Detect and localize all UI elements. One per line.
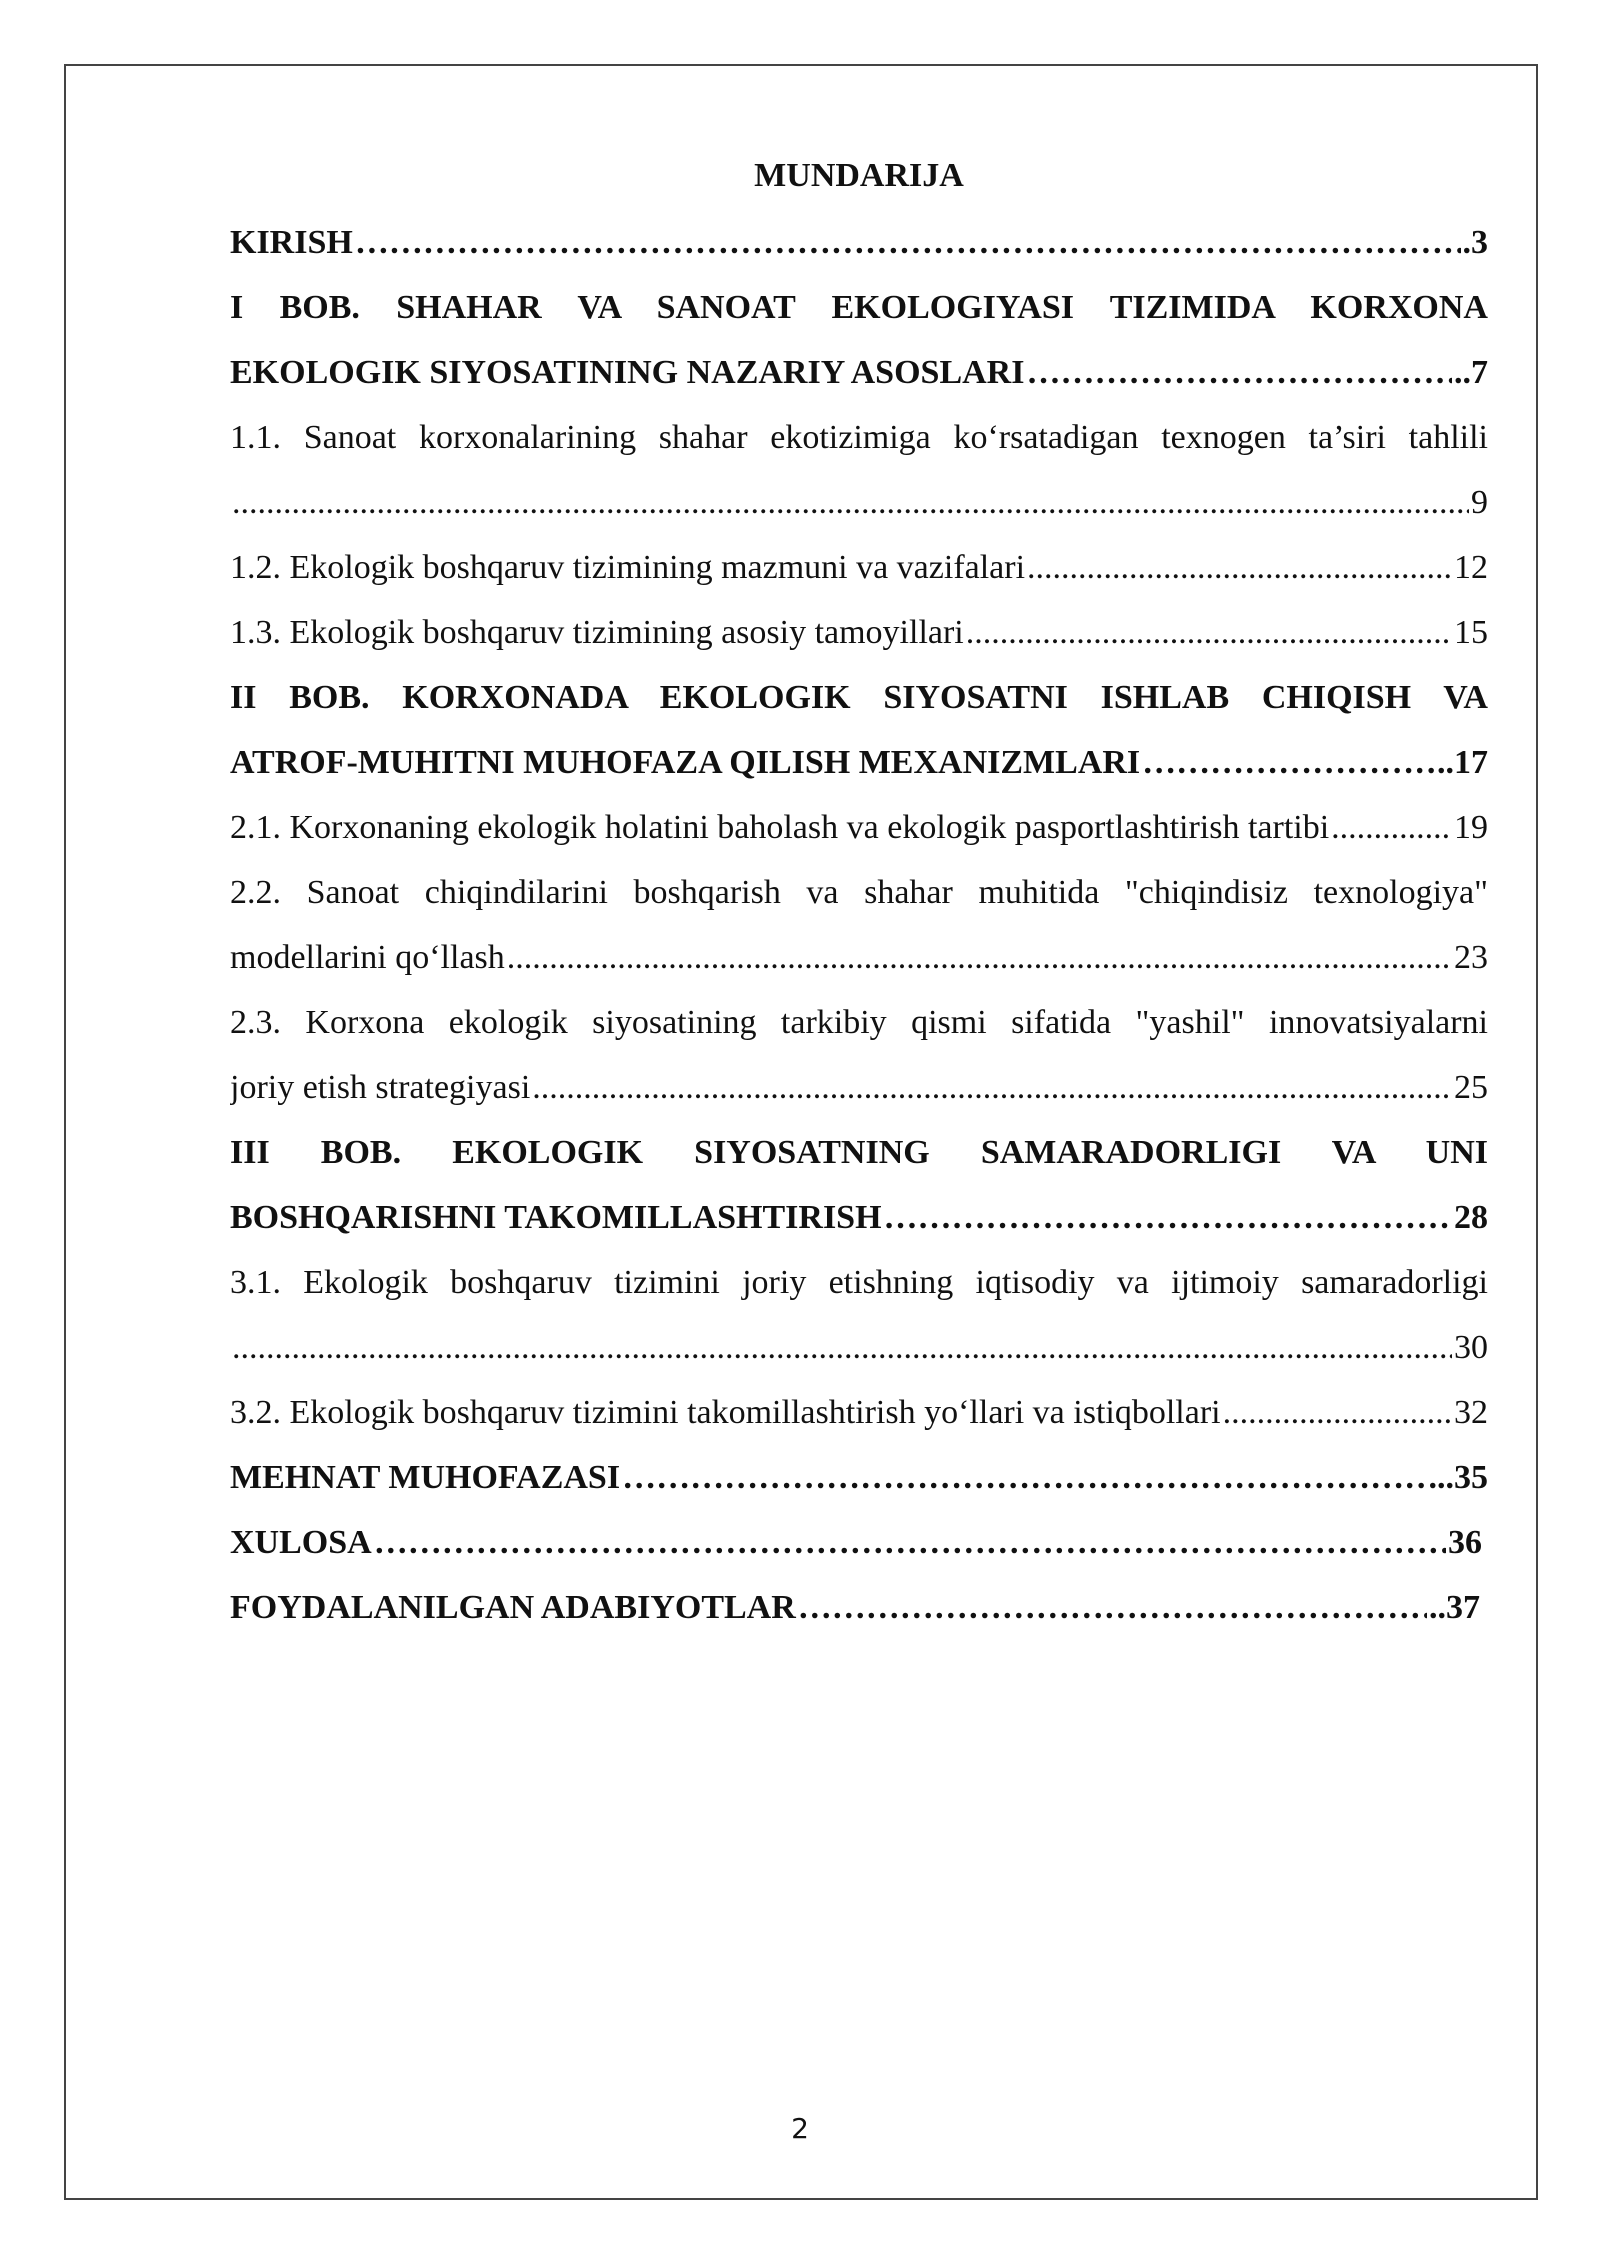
toc-page-number: 30 [1454, 1329, 1488, 1366]
toc-page-number: .3 [1462, 224, 1488, 261]
dot-leader [507, 925, 1452, 990]
toc-entry-label: 1.3. Ekologik boshqaruv tizimining asosiy tamoyillari [230, 614, 964, 651]
toc-section-1-1-line-2[interactable] [230, 470, 1488, 535]
dot-leader [232, 1315, 1452, 1380]
toc-page-number: 19 [1454, 809, 1488, 846]
toc-section-1-1-line-1[interactable]: 1.1. Sanoat korxonalarining shahar ekotizimiga ko‘rsatadigan texnogen ta’siri tahlili [230, 419, 1488, 456]
dot-leader [1027, 535, 1452, 600]
toc-page-number: ..7 [1454, 354, 1488, 391]
toc-page-number: 23 [1454, 939, 1488, 976]
dot-leader [232, 470, 1469, 535]
toc-page-number: 36 [1448, 1524, 1482, 1561]
toc-chapter-1-line-1[interactable]: I BOB. SHAHAR VA SANOAT EKOLOGIYASI TIZIMIDA KORXONA [230, 289, 1488, 326]
toc-page-number: ...35 [1428, 1459, 1488, 1496]
page-number: 2 [791, 2112, 809, 2145]
toc-chapter-1-line-2[interactable] [230, 340, 1488, 405]
toc-entry-label: FOYDALANILGAN ADABIYOTLAR [230, 1589, 796, 1626]
toc-page-number: 15 [1454, 614, 1488, 651]
toc-entry-label: BOSHQARISHNI TAKOMILLASHTIRISH [230, 1199, 882, 1236]
toc-section-3-1-line-1[interactable]: 3.1. Ekologik boshqaruv tizimini joriy etishning iqtisodiy va ijtimoiy samaradorligi [230, 1264, 1488, 1301]
toc-entry-intro[interactable] [230, 210, 1488, 275]
toc-section-1-2[interactable] [230, 535, 1488, 600]
toc-entry-label: 3.2. Ekologik boshqaruv tizimini takomillashtirish yo‘llari va istiqbollari [230, 1394, 1221, 1431]
dot-leader [374, 1510, 1446, 1575]
dot-leader [532, 1055, 1452, 1120]
toc-entry-label: joriy etish strategiyasi [230, 1069, 531, 1106]
toc-section-2-2-line-2[interactable] [230, 925, 1488, 990]
toc-entry-label: 1.2. Ekologik boshqaruv tizimining mazmuni va vazifalari [230, 549, 1026, 586]
dot-leader [1142, 730, 1435, 795]
toc-page-number: 12 [1454, 549, 1488, 586]
toc-page-number: ..37 [1429, 1589, 1480, 1626]
dot-leader [1331, 795, 1452, 860]
toc-chapter-3-line-2[interactable] [230, 1185, 1488, 1250]
toc-section-2-2-line-1[interactable]: 2.2. Sanoat chiqindilarini boshqarish va shahar muhitida "chiqindisiz texnologiya" [230, 874, 1488, 911]
toc-chapter-2-line-1[interactable]: II BOB. KORXONADA EKOLOGIK SIYOSATNI ISHLAB CHIQISH VA [230, 679, 1488, 716]
toc-chapter-2-line-2[interactable] [230, 730, 1488, 795]
toc-section-1-3[interactable] [230, 600, 1488, 665]
dot-leader [966, 600, 1452, 665]
toc-page-number: 25 [1454, 1069, 1488, 1106]
toc-section-2-1[interactable] [230, 795, 1488, 860]
toc-page-number: ..17 [1437, 744, 1488, 781]
toc-entry-label: KIRISH [230, 224, 353, 261]
toc-chapter-3-line-1[interactable]: III BOB. EKOLOGIK SIYOSATNING SAMARADORLIGI VA UNI [230, 1134, 1488, 1171]
toc-section-2-3-line-2[interactable] [230, 1055, 1488, 1120]
toc-entry-labor-protection[interactable] [230, 1445, 1488, 1510]
dot-leader [355, 210, 1461, 275]
table-of-contents [230, 148, 1488, 1640]
dot-leader [798, 1575, 1427, 1640]
toc-page-number: 32 [1454, 1394, 1488, 1431]
toc-entry-references[interactable] [230, 1575, 1488, 1640]
toc-section-3-2[interactable] [230, 1380, 1488, 1445]
toc-page-number: 9 [1471, 484, 1488, 521]
toc-entry-label: modellarini qo‘llash [230, 939, 505, 976]
dot-leader [1223, 1380, 1452, 1445]
dot-leader [884, 1185, 1452, 1250]
dot-leader [622, 1445, 1426, 1510]
toc-entry-conclusion[interactable] [230, 1510, 1488, 1575]
toc-entry-label: MEHNAT MUHOFAZASI [230, 1459, 621, 1496]
toc-page-number: 28 [1454, 1199, 1488, 1236]
toc-section-3-1-line-2[interactable] [230, 1315, 1488, 1380]
dot-leader [1026, 340, 1452, 405]
toc-entry-label: ATROF-MUHITNI MUHOFAZA QILISH MEXANIZMLARI [230, 744, 1141, 781]
toc-entry-label: EKOLOGIK SIYOSATINING NAZARIY ASOSLARI [230, 354, 1025, 391]
toc-section-2-3-line-1[interactable]: 2.3. Korxona ekologik siyosatining tarkibiy qismi sifatida "yashil" innovatsiyalarni [230, 1004, 1488, 1041]
toc-entry-label: 2.1. Korxonaning ekologik holatini baholash va ekologik pasportlashtirish tartibi [230, 809, 1330, 846]
toc-title: MUNDARIJA [754, 157, 964, 194]
toc-entry-label: XULOSA [230, 1524, 372, 1561]
